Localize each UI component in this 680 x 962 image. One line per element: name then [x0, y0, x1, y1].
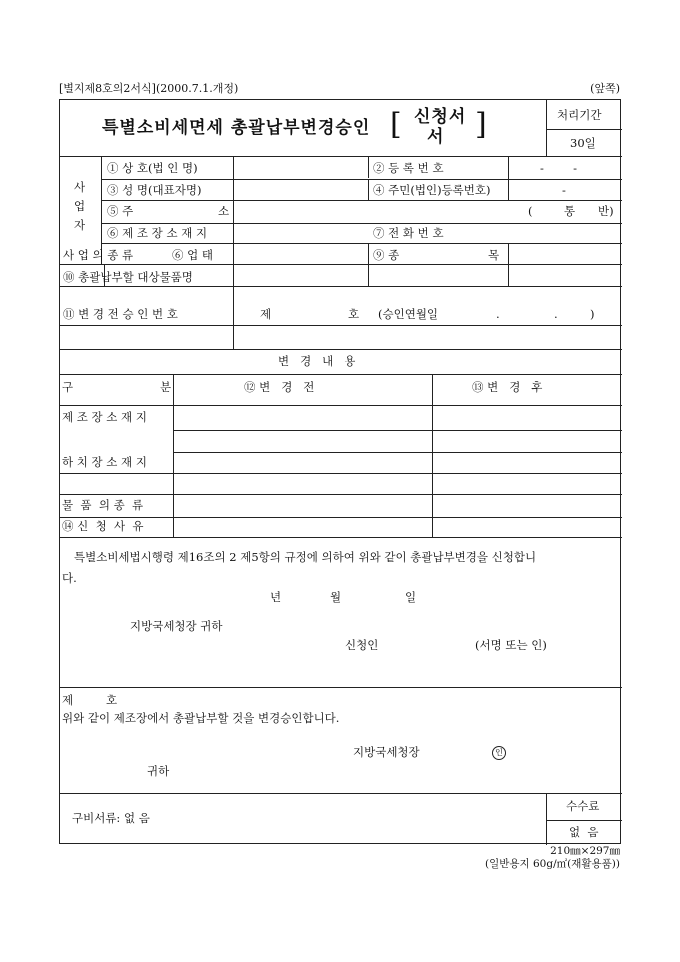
- paper-spec: (일반용지 60g/㎡(재활용품)): [485, 858, 620, 870]
- address-label-end: 소: [218, 204, 230, 218]
- target-goods-label: ⑩ 총괄납부할 대상물품명: [63, 270, 193, 284]
- fee-label: 수수료: [566, 799, 600, 813]
- required-documents: 구비서류: 없 음: [72, 811, 150, 825]
- representative-name-label: ③ 성 명(대표자명): [107, 183, 202, 197]
- id-number-value: -: [562, 183, 566, 197]
- signature-placeholder: (서명 또는 인): [475, 638, 547, 652]
- business-type-label: 사 업 의 종 류: [63, 248, 134, 262]
- approval-recipient: 귀하: [147, 764, 170, 778]
- business-item-label-end: 목: [488, 248, 500, 262]
- business-label-3: 자: [74, 218, 86, 232]
- business-category-label: ⑥ 업 태: [172, 248, 214, 262]
- business-label-2: 업: [74, 199, 86, 213]
- paper-size: 210㎜×297㎜: [550, 845, 620, 857]
- seal-mark: [492, 746, 506, 760]
- form-number: [별지제8호의2서식](2000.7.1.개정): [59, 82, 239, 95]
- approval-date-dot-1: .: [496, 307, 500, 321]
- date-day: 일: [405, 590, 417, 604]
- declaration-text-2: 다.: [62, 571, 77, 585]
- bracket-open: [: [390, 107, 402, 142]
- business-item-label: ⑨ 종: [373, 248, 400, 262]
- prior-approval-je: 제: [260, 307, 272, 321]
- approval-date-dot-2: .: [554, 307, 558, 321]
- copies-tong: 통: [564, 204, 576, 218]
- phone-label: ⑦ 전 화 번 호: [373, 226, 444, 240]
- registration-number-label: ② 등 록 번 호: [373, 161, 444, 175]
- prior-approval-number-label: ⑪ 변 경 전 승 인 번 호: [63, 307, 178, 321]
- approval-text: 위와 같이 제조장에서 총괄납부할 것을 변경승인합니다.: [62, 711, 340, 725]
- addressee: 지방국세청장 귀하: [130, 619, 223, 633]
- category-header-right: 분: [160, 380, 172, 394]
- change-row-goods-type: 물 품 의 종 류: [62, 498, 144, 512]
- change-row-reason: ⑭ 신 청 사 유: [62, 519, 144, 533]
- form-title: 특별소비세면세 총괄납부변경승인: [102, 118, 371, 138]
- category-header-left: 구: [62, 380, 74, 394]
- applicant-label: 신청인: [345, 638, 379, 652]
- application-form: [59, 99, 621, 844]
- seal-circle-icon: 인: [492, 746, 506, 760]
- copies-open: (: [528, 204, 533, 218]
- date-year: 년: [270, 590, 282, 604]
- approval-authority: 지방국세청장: [353, 745, 420, 759]
- factory-location-label: ⑥ 제 조 장 소 재 지: [107, 226, 208, 240]
- copies-ban: 반): [598, 204, 614, 218]
- approval-date-label: (승인연월일: [378, 307, 439, 321]
- change-row-storage: 하 치 장 소 재 지: [62, 455, 147, 469]
- address-label: ⑤ 주: [107, 204, 134, 218]
- approval-ho: 호: [106, 693, 118, 707]
- business-label-1: 사: [74, 180, 86, 194]
- registration-number-value: - -: [540, 161, 578, 175]
- processing-period-value: 30일: [570, 136, 596, 150]
- before-change-header: ⑫ 변 경 전: [244, 380, 315, 394]
- bracket-close: ]: [475, 107, 487, 142]
- approval-je: 제: [62, 693, 74, 707]
- after-change-header: ⑬ 변 경 후: [472, 380, 543, 394]
- change-row-factory: 제 조 장 소 재 지: [62, 410, 147, 424]
- declaration-text-1: 특별소비세법시행령 제16조의 2 제5항의 규정에 의하여 위와 같이 총괄납부변경을 신청합니: [74, 550, 537, 564]
- change-contents-heading: 변 경 내 용: [278, 354, 356, 368]
- trade-name-label: ① 상 호(법 인 명): [107, 161, 198, 175]
- prior-approval-ho: 호: [348, 307, 360, 321]
- page-side: (앞쪽): [590, 82, 620, 95]
- fee-value: 없 음: [569, 825, 599, 839]
- title-bracket-line2: 서: [427, 127, 445, 147]
- processing-period-label: 처리기간: [557, 108, 602, 122]
- title-bracket-line1: 신청서: [414, 107, 467, 127]
- approval-date-close: ): [590, 307, 595, 321]
- date-month: 월: [330, 590, 342, 604]
- id-number-label: ④ 주민(법인)등록번호): [373, 183, 491, 197]
